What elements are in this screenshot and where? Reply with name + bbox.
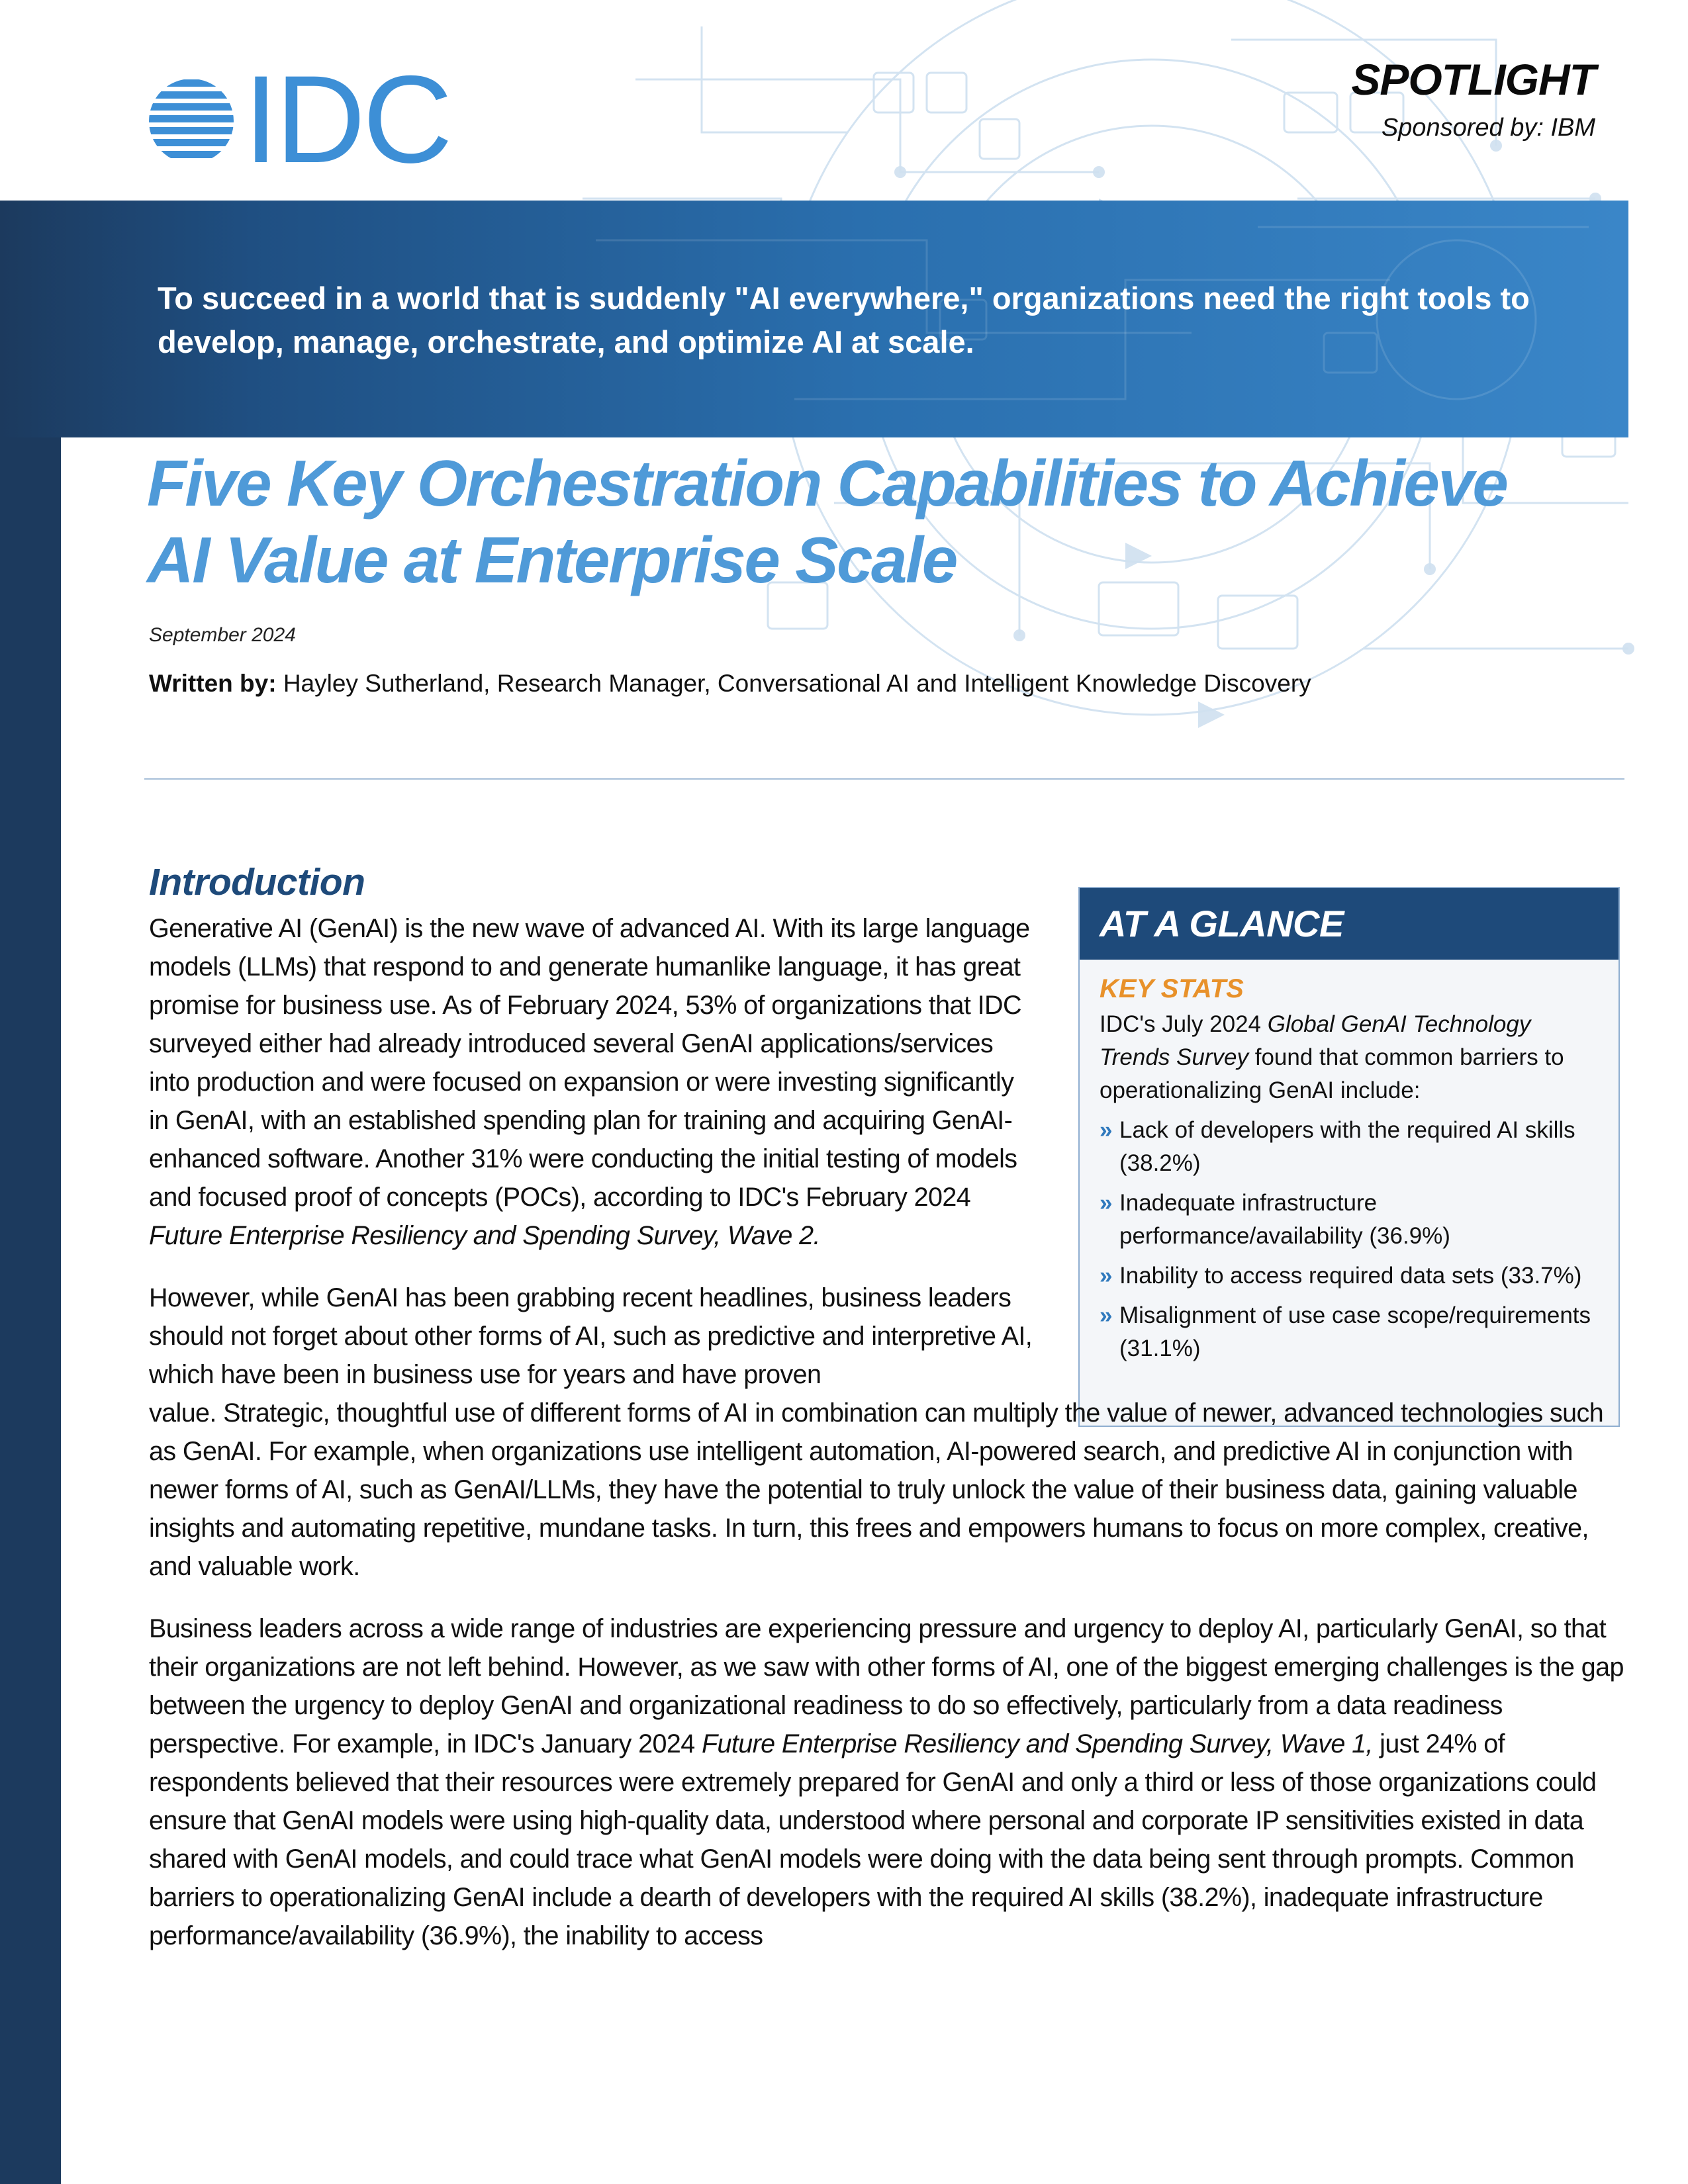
spotlight-label <box>1351 54 1595 142</box>
stat-text: Misalignment of use case scope/requirements (31.1%) <box>1119 1302 1591 1361</box>
paragraph-3-text: Business leaders across a wide range of industries are experiencing pressure and urgency to deploy AI, particularly GenAI, so that their organizations are not left behind. However, as we saw with other forms of AI, one of the biggest emerging challenges is the gap between the urgency to deploy GenAI and organizational readiness to do so effectively, particularly from a data readiness perspective. For example, in IDC's January 2024 <box>149 1614 1624 1758</box>
title-line-1: Five Key Orchestration Capabilities to Achieve <box>147 447 1507 520</box>
section-heading-introduction: Introduction <box>149 861 365 903</box>
spotlight-title: SPOTLIGHT <box>1351 55 1595 104</box>
title-line-2: AI Value at Enterprise Scale <box>147 523 957 596</box>
chevron-right-icon: » <box>1100 1117 1113 1143</box>
stat-text: Inadequate infrastructure performance/availability (36.9%) <box>1119 1190 1450 1249</box>
chevron-right-icon: » <box>1100 1190 1113 1216</box>
survey-citation: Future Enterprise Resiliency and Spending Survey, Wave 1, <box>701 1729 1373 1758</box>
key-stats-label: KEY STATS <box>1100 974 1244 1003</box>
paragraph-2-full-text: value. Strategic, thoughtful use of different forms of AI in combination can multiply the value of newer, advanced technologies such as GenAI. For example, when organizations use intelligent automation, AI-powered search, and predictive AI in conjunction with newer forms of AI, such as GenAI/LLMs, they have the potential to truly unlock the value of their business data, gaining valuable insights and automating repetitive, mundane tasks. In turn, this frees and empowers humans to focus on more complex, creative, and valuable work. <box>149 1398 1604 1581</box>
paragraph-3 <box>149 1610 1632 1955</box>
byline-label: Written by: <box>149 670 277 697</box>
chevron-right-icon: » <box>1100 1302 1113 1328</box>
logo-wordmark: IDC <box>244 50 450 189</box>
survey-name: Global GenAI Technology Trends Survey <box>1100 1011 1531 1070</box>
glance-heading: AT A GLANCE <box>1080 888 1618 960</box>
paragraph-2-wrapped-text: However, while GenAI has been grabbing recent headlines, business leaders should not forget about other forms of AI, such as predictive and interpretive AI, which have been in business use for years and have proven <box>149 1283 1033 1389</box>
idc-logo <box>148 50 450 189</box>
paragraph-2 <box>149 1279 1632 1586</box>
publication-date: September 2024 <box>149 624 296 646</box>
banner-text: To succeed in a world that is suddenly "AI everywhere," organizations need the right tools to develop, manage, orchestrate, and optimize AI at scale. <box>158 281 1530 359</box>
idc-logo-globe-icon <box>148 78 234 164</box>
glance-intro-post: found that common barriers to operationalizing GenAI include: <box>1100 1044 1564 1103</box>
stat-text: Inability to access required data sets (33.7%) <box>1119 1263 1582 1289</box>
glance-intro-pre: IDC's July 2024 <box>1100 1011 1268 1037</box>
main-content <box>149 860 1632 1955</box>
stat-text: Lack of developers with the required AI skills (38.2%) <box>1119 1117 1575 1176</box>
paragraph-1 <box>149 909 1039 1255</box>
headline-banner <box>0 201 1628 437</box>
left-accent-bar <box>0 201 61 2184</box>
byline <box>149 670 1311 698</box>
survey-citation: Future Enterprise Resiliency and Spending Survey, Wave 2. <box>149 1221 820 1250</box>
paragraph-1-text: Generative AI (GenAI) is the new wave of advanced AI. With its large language models (LLMs) that respond to and generate humanlike language, it has great promise for business use. As of February 2024, 53% of organizations that IDC surveyed either had already introduced several GenAI applications/services into production and were focused on expansion or were investing significantly in GenAI, with an established spending plan for training and acquiring GenAI-enhanced software. Another 31% were conducting the initial testing of models and focused proof of concepts (POCs), according to IDC's February 2024 <box>149 914 1030 1212</box>
paragraph-3-text-continued: just 24% of respondents believed that their resources were extremely prepared for GenAI and only a third or less of those organizations could ensure that GenAI models were using high-quality data, understood where personal and corporate IP sensitivities existed in data shared with GenAI models, and could trace what GenAI models were doing with the data being sent through prompts. Common barriers to operationalizing GenAI include a dearth of developers with the required AI skills (38.2%), inadequate infrastructure performance/availability (36.9%), the inability to access <box>149 1729 1597 1950</box>
document-title <box>147 445 1630 598</box>
byline-author: Hayley Sutherland, Research Manager, Conversational AI and Intelligent Knowledge Discovery <box>276 670 1311 697</box>
chevron-right-icon: » <box>1100 1263 1113 1289</box>
section-divider <box>144 778 1624 780</box>
sponsor-text: Sponsored by: IBM <box>1381 114 1595 142</box>
